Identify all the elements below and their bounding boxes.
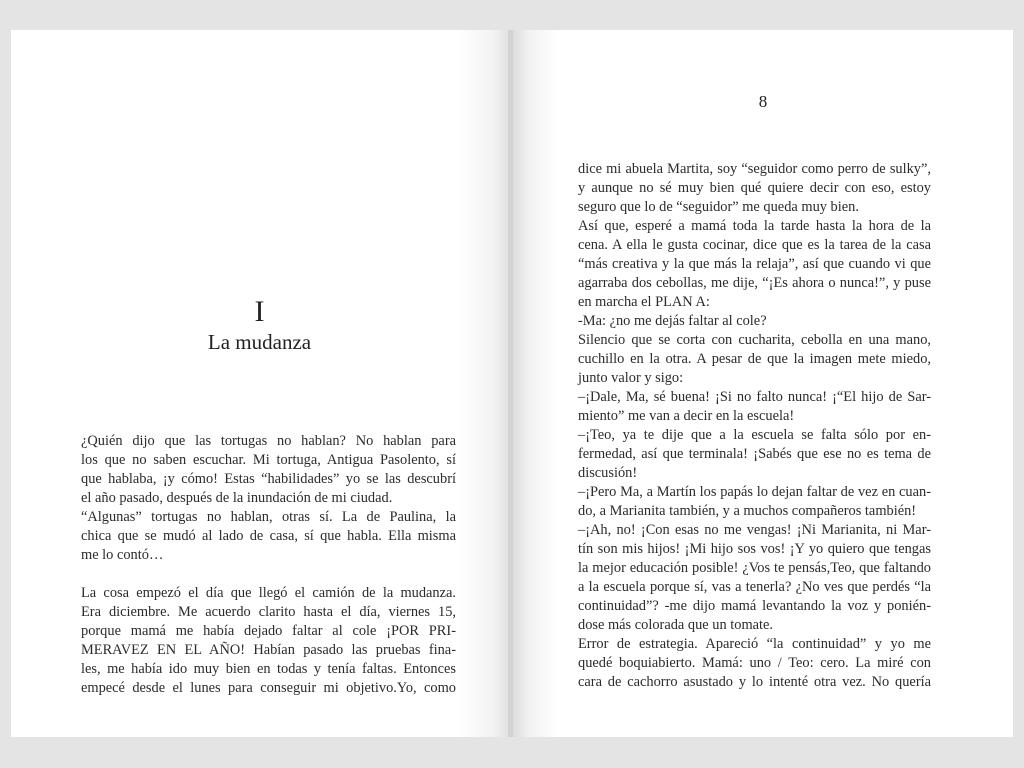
text-line: y aunque no sé muy bien qué quiere decir con eso, estoy: [578, 180, 931, 196]
right-page-body: [578, 160, 931, 692]
text-line: -Ma: ¿no me dejás faltar al cole?: [578, 313, 767, 329]
text-line: continuidad”? -me dijo mamá levantando la voz y ponién-: [578, 598, 931, 614]
text-line: empecé desde el lunes para conseguir mi objetivo.Yo, como: [81, 680, 456, 696]
chapter-title: La mudanza: [207, 330, 312, 354]
text-line: cuchillo en la otra. A pesar de que la imagen mete miedo,: [578, 351, 931, 367]
text-line: fermedad, así que terminala! ¡Sabés que ese no es tema de: [578, 446, 931, 462]
text-line: que hablaba, ¡y cómo! Estas “habilidades” yo se las descubrí: [81, 471, 456, 487]
text-line: en marcha el PLAN A:: [578, 294, 710, 310]
text-line: “Algunas” tortugas no hablan, otras sí. La de Paulina, la: [81, 509, 456, 525]
text-line: dose más colorada que un tomate.: [578, 617, 774, 633]
text-line: –¡Teo, ya te dije que a la escuela se falta sólo por en-: [578, 427, 931, 443]
text-line: Así que, esperé a mamá toda la tarde hasta la hora de la: [578, 218, 931, 234]
text-line: la mejor educación posible! ¿Vos te pensás,Teo, que faltando: [578, 560, 931, 576]
text-line: cara de cachorro asustado y lo intenté otra vez. No quería: [578, 674, 931, 690]
text-line: junto valor y sigo:: [578, 370, 684, 386]
left-page-body: [81, 432, 456, 698]
text-line: –¡Pero Ma, a Martín los papás lo dejan faltar de vez en cuan-: [578, 484, 931, 500]
text-line: Silencio que se corta con cucharita, cebolla en una mano,: [578, 332, 931, 348]
text-line: ¿Quién dijo que las tortugas no hablan? No hablan para: [81, 433, 456, 449]
text-line: do, a Marianita también, y a muchos compañeros también!: [578, 503, 917, 519]
text-line: seguro que lo de “seguidor” me queda muy bien.: [578, 199, 859, 215]
text-line: –¡Ah, no! ¡Con esas no me vengas! ¡Ni Marianita, ni Mar-: [578, 522, 931, 538]
text-line: discusión!: [578, 465, 638, 481]
chapter-number: I: [254, 295, 265, 328]
text-line: –¡Dale, Ma, sé buena! ¡Si no falto nunca! ¡“El hijo de Sar-: [578, 389, 931, 405]
text-line: chica que se mudó al lado de casa, sí que habla. Ella misma: [81, 528, 456, 544]
right-page: [513, 30, 1013, 737]
text-line: tín son mis hijos! ¡Mi hijo sos vos! ¡Y yo quiero que tengas: [578, 541, 931, 557]
text-line: agarraba dos cebollas, me dije, “¡Es ahora o nunca!”, y puse: [578, 275, 931, 291]
text-line: Error de estrategia. Apareció “la continuidad” y yo me: [578, 636, 931, 652]
text-line: quedé boquiabierto. Mamá: uno / Teo: cero. La miré con: [578, 655, 931, 671]
text-line: MERAVEZ EN EL AÑO! Habían pasado las pruebas fina-: [81, 642, 456, 658]
page-number: 8: [758, 92, 768, 111]
text-line: el año pasado, después de la inundación de mi ciudad.: [81, 490, 393, 506]
text-line: cena. A ella le gusta cocinar, dice que es la tarea de la casa: [578, 237, 931, 253]
text-line: miento” me van a decir en la escuela!: [578, 408, 795, 424]
text-line: Era diciembre. Me acuerdo clarito hasta el día, viernes 15,: [81, 604, 456, 620]
text-line: porque mamá me había dejado faltar al cole ¡POR PRI-: [81, 623, 456, 639]
text-line: dice mi abuela Martita, soy “seguidor como perro de sulky”,: [578, 161, 931, 177]
text-line: los que no saben escuchar. Mi tortuga, Antigua Pasolento, sí: [81, 452, 456, 468]
text-line: a la escuela porque sí, vas a tenerla? ¿No ves que perdés “la: [578, 579, 931, 595]
text-line: me lo contó…: [81, 547, 164, 563]
left-page: [11, 30, 508, 737]
text-line: les, me había ido muy bien en todas y tenía faltas. Entonces: [81, 661, 456, 677]
text-line: “más creativa y la que más la relaja”, así que cuando vi que: [578, 256, 931, 272]
text-line: La cosa empezó el día que llegó el camión de la mudanza.: [81, 585, 456, 601]
